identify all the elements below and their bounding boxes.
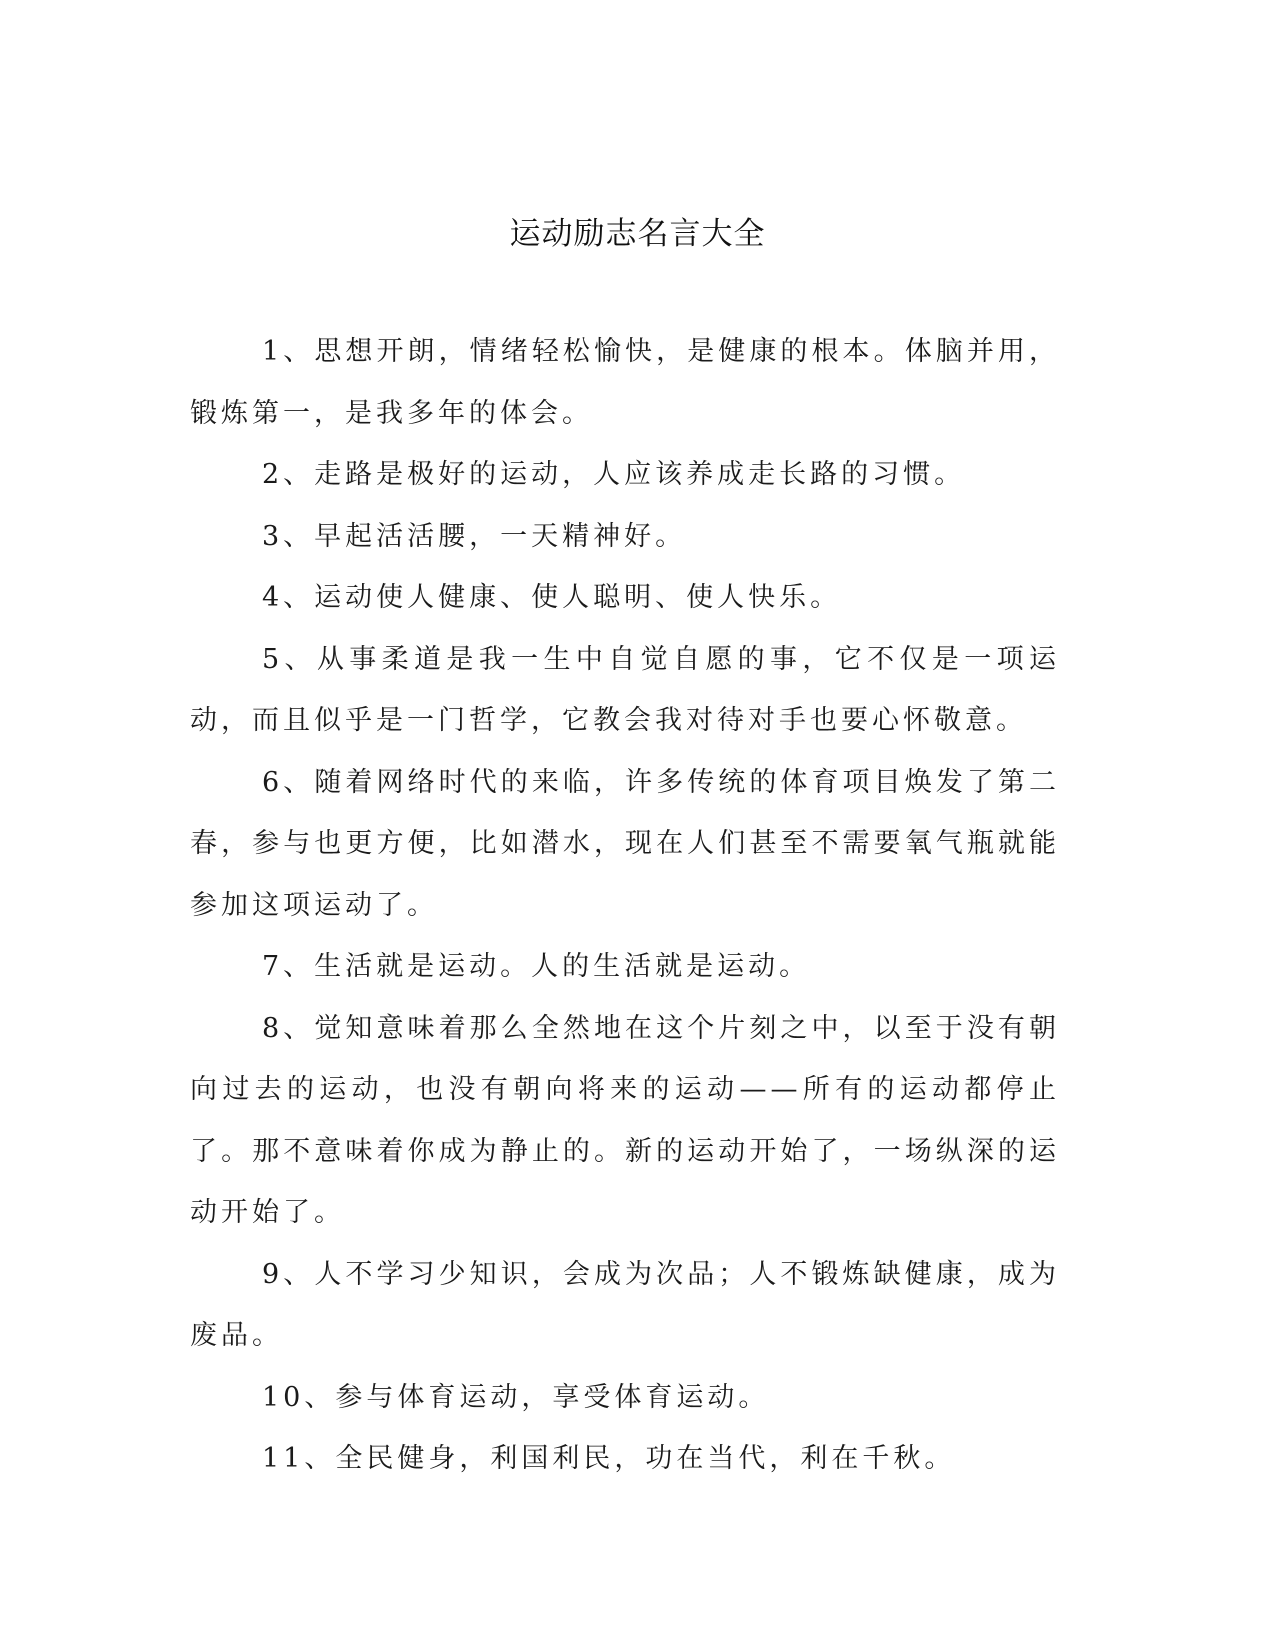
document-body: [190, 321, 1060, 1490]
quote-paragraph-9: 9、人不学习少知识，会成为次品；人不锻炼缺健康，成为废品。: [190, 1258, 1060, 1351]
quote-paragraph-7: 7、生活就是运动。人的生活就是运动。: [262, 951, 811, 982]
quote-paragraph-3: 3、早起活活腰，一天精神好。: [262, 520, 687, 552]
quote-paragraph-10: 10、参与体育运动，享受体育运动。: [262, 1381, 770, 1413]
document-title: 运动励志名言大全: [509, 216, 766, 252]
quote-paragraph-8: 8、觉知意味着那么全然地在这个片刻之中，以至于没有朝向过去的运动，也没有朝向将来的运动——所有的运动都停止了。那不意味着你成为静止的。新的运动开始了，一场纵深的运动开始了。: [190, 1012, 1060, 1228]
quote-paragraph-5: 5、从事柔道是我一生中自觉自愿的事，它不仅是一项运动，而且似乎是一门哲学，它教会我对待对手也要心怀敬意。: [190, 643, 1060, 736]
quote-paragraph-1: 1、思想开朗，情绪轻松愉快，是健康的根本。体脑并用，锻炼第一，是我多年的体会。: [190, 336, 1060, 429]
quote-paragraph-6: 6、随着网络时代的来临，许多传统的体育项目焕发了第二春，参与也更方便，比如潜水，现在人们甚至不需要氧气瓶就能参加这项运动了。: [190, 766, 1060, 921]
quote-paragraph-4: 4、运动使人健康、使人聪明、使人快乐。: [262, 582, 842, 613]
quote-paragraph-11: 11、全民健身，利国利民，功在当代，利在千秋。: [262, 1443, 956, 1474]
quote-paragraph-2: 2、走路是极好的运动，人应该养成走长路的习惯。: [262, 459, 966, 490]
